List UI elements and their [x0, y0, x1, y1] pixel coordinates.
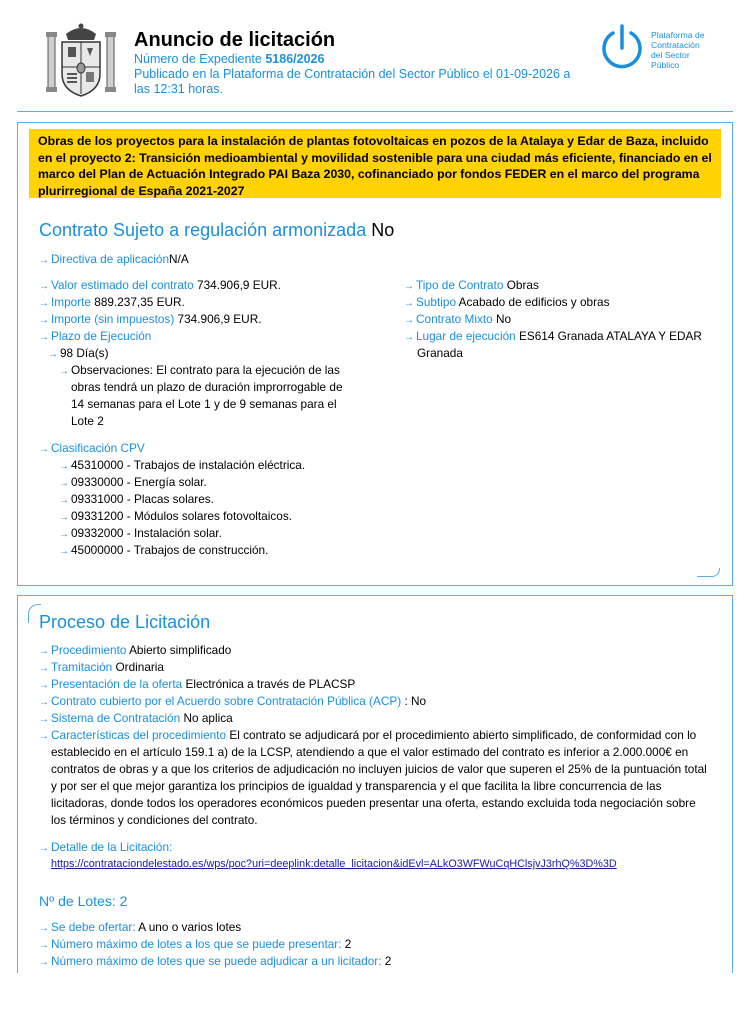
arrow-icon: →	[404, 281, 414, 292]
arrow-icon: →	[39, 281, 49, 292]
cpv-row: → Clasificación CPV	[39, 441, 145, 455]
presentacion-row: → Presentación de la oferta Electrónica a través de PLACSP	[39, 677, 356, 691]
arrow-icon: →	[59, 478, 69, 489]
platform-logo-text: Plataforma de Contratación del Sector Público	[651, 30, 705, 70]
caracteristicas-line: licitadoras, donde todos los operadores económicos pueden presentar una oferta, estando excluida toda negociación sobre	[51, 796, 696, 810]
detalle-link[interactable]: https://contrataciondelestado.es/wps/poc?uri=deeplink:detalle_licitacion&idEvl=ALkO3WFWuCqHClsjvJ3rhQ%3D%3D	[51, 858, 617, 870]
caracteristicas-line: y por ser el que mejor garantiza los principios de igualdad y transparencia y el que facilita la libre concurrencia de las	[51, 779, 662, 793]
tramitacion-row: → Tramitación Ordinaria	[39, 660, 164, 674]
lugar-row: → Lugar de ejecución ES614 Granada ATALAYA Y EDAR	[404, 329, 702, 343]
power-icon	[598, 24, 646, 72]
cpv-item: → 09331000 - Placas solares.	[59, 492, 214, 506]
caracteristicas-line: contratos de obras y a que los criterios de adjudicación no incluyen juicios de valor que superen el 25% de la puntuación total	[51, 762, 707, 776]
arrow-icon: →	[404, 298, 414, 309]
arrow-icon: →	[39, 731, 49, 742]
ofertar-row: → Se debe ofertar: A uno o varios lotes	[39, 920, 242, 934]
caracteristicas-line: establecido en el artículo 159.1 a) de la LCSP, atendiendo a que el valor estimado del contrato es inferior a 2.000.000€ en	[51, 745, 689, 759]
acp-row: → Contrato cubierto por el Acuerdo sobre Contratación Pública (ACP) : No	[39, 694, 427, 708]
valor-row: → Valor estimado del contrato 734.906,9 EUR.	[39, 278, 281, 292]
arrow-icon: →	[39, 332, 49, 343]
arrow-icon: →	[39, 646, 49, 657]
observaciones-line-3: 14 semanas para el Lote 1 y de 9 semanas para el	[71, 397, 337, 411]
arrow-icon: →	[39, 957, 49, 968]
importe-row: → Importe 889.237,35 EUR.	[39, 295, 185, 309]
arrow-icon: →	[404, 332, 414, 343]
plazo-value-row: → 98 Día(s)	[48, 346, 109, 360]
caracteristicas-line: los términos y condiciones del contrato.	[51, 813, 258, 827]
observaciones-line-4: Lote 2	[71, 414, 104, 428]
observaciones-line-2: obras tendrá un plazo de duración improrrogable de	[71, 380, 343, 394]
detalle-link-row	[51, 855, 617, 873]
mixto-row: → Contrato Mixto No	[404, 312, 512, 326]
arrow-icon: →	[59, 366, 69, 377]
arrow-icon: →	[39, 298, 49, 309]
contract-title-banner: Obras de los proyectos para la instalación de plantas fotovoltaicas en pozos de la Atalaya y Edar de Baza, incluido en el proyecto 2: Transición medioambiental y movilidad sostenible para una ciudad más eficiente, financiado en el marco del Plan de Actuación Integrado PAI Baza 2030, cofinanciado por fondos FEDER en el marco del programa plurirregional de España 2021-2027	[29, 129, 721, 198]
arrow-icon: →	[39, 940, 49, 951]
arrow-icon: →	[39, 697, 49, 708]
arrow-icon: →	[39, 714, 49, 725]
process-heading: Proceso de Licitación	[39, 612, 211, 632]
arrow-icon: →	[39, 680, 49, 691]
caracteristicas-row: → Características del procedimiento El contrato se adjudicará por el procedimiento abierto simplificado, de conformidad con lo	[39, 728, 697, 742]
detalle-row: → Detalle de la Licitación:	[39, 840, 173, 854]
arrow-icon: →	[39, 444, 49, 455]
coat-of-arms-logo	[44, 22, 118, 100]
expediente-number: 5186/2026	[265, 52, 325, 66]
expediente-line: Número de Expediente 5186/2026	[134, 52, 325, 66]
observaciones-row: → Observaciones: El contrato para la ejecución de las	[59, 363, 340, 377]
contract-section	[17, 122, 733, 586]
tipo-row: → Tipo de Contrato Obras	[404, 278, 539, 292]
importe-sin-row: → Importe (sin impuestos) 734.906,9 EUR.	[39, 312, 262, 326]
arrow-icon: →	[39, 255, 49, 266]
cpv-item: → 45000000 - Trabajos de construcción.	[59, 543, 269, 557]
regulation-value: No	[371, 220, 395, 240]
cpv-item: → 09332000 - Instalación solar.	[59, 526, 222, 540]
arrow-icon: →	[39, 663, 49, 674]
arrow-icon: →	[59, 546, 69, 557]
page-title: Anuncio de licitación	[134, 29, 336, 51]
arrow-icon: →	[404, 315, 414, 326]
arrow-icon: →	[59, 461, 69, 472]
subtipo-row: → Subtipo Acabado de edificios y obras	[404, 295, 610, 309]
arrow-icon: →	[39, 923, 49, 934]
contract-heading: Contrato Sujeto a regulación armonizada No	[39, 220, 395, 240]
lugar-value-line-2: Granada	[417, 346, 463, 360]
cpv-item: → 09330000 - Energía solar.	[59, 475, 207, 489]
published-line-1: Publicado en la Plataforma de Contratación del Sector Público el 01-09-2026 a	[134, 67, 571, 81]
header	[0, 0, 750, 112]
max-adjud-row: → Número máximo de lotes que se puede adjudicar a un licitador: 2	[39, 954, 392, 968]
cpv-item: → 45310000 - Trabajos de instalación eléctrica.	[59, 458, 306, 472]
published-line-2: las 12:31 horas.	[134, 82, 223, 96]
arrow-icon: →	[59, 529, 69, 540]
header-divider	[17, 111, 733, 112]
sistema-row: → Sistema de Contratación No aplica	[39, 711, 233, 725]
arrow-icon: →	[59, 512, 69, 523]
decorative-corner	[697, 568, 720, 577]
cpv-item: → 09331200 - Módulos solares fotovoltaicos.	[59, 509, 292, 523]
plazo-row: → Plazo de Ejecución	[39, 329, 152, 343]
lotes-heading: Nº de Lotes: 2	[39, 893, 128, 909]
directiva-row: → Directiva de aplicaciónN/A	[39, 252, 189, 266]
process-section	[17, 595, 733, 973]
max-present-row: → Número máximo de lotes a los que se puede presentar: 2	[39, 937, 352, 951]
arrow-icon: →	[59, 495, 69, 506]
arrow-icon: →	[39, 315, 49, 326]
arrow-icon: →	[48, 349, 58, 360]
arrow-icon: →	[39, 843, 49, 854]
procedimiento-row: → Procedimiento Abierto simplificado	[39, 643, 232, 657]
